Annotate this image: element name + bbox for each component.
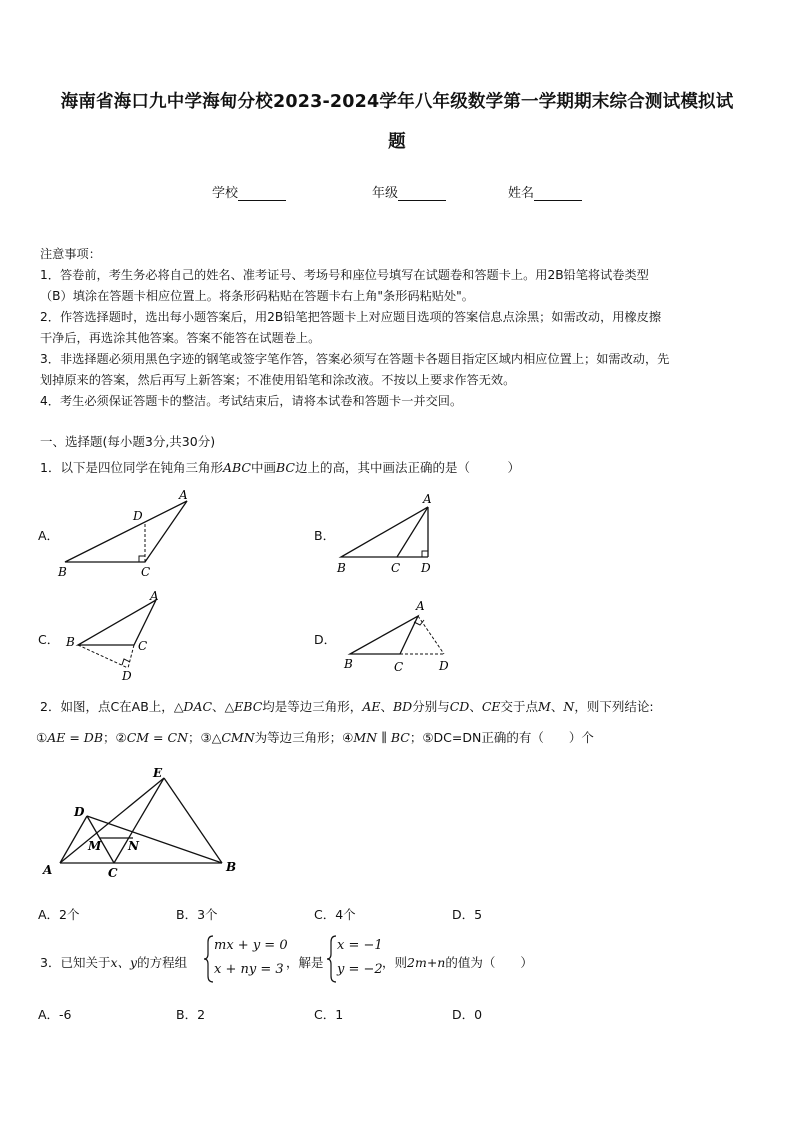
question-3-text-a [40,953,187,971]
q2-point-n: N [563,699,575,714]
q2-text: 均是等边三角形， [262,699,363,714]
q3-equation-1: mx + y = 0 [214,938,288,953]
q2-statement-num: ；③ [188,730,212,745]
q1-side: BC [276,460,295,475]
label-c: C [391,561,401,575]
segment-eb [164,778,222,863]
figure-triangle [65,501,187,562]
right-angle-mark [122,659,130,665]
page-title-line2: 题 [388,132,406,152]
question-3-text-b [382,953,533,971]
label-a: A [416,599,425,613]
grade-label: 年级 [372,186,399,201]
figure-height-line [128,645,134,668]
label-d: D [439,659,449,673]
label-a: A [179,488,188,502]
label-c: C [138,639,148,653]
q2-text: 、 [550,699,564,714]
notice-line: 1．答卷前，考生务必将自己的姓名、准考证号、考场号和座位号填写在试题卷和答题卡上。用2B铅笔将试卷类型 [40,268,649,282]
q3-expression: 2m+n [407,955,446,970]
q2-point-m: M [538,699,551,714]
q2-statement-3-text: 为等边三角形；④ [254,730,354,745]
right-angle-mark [139,556,145,562]
q2-triangle-dac: △DAC [173,699,213,714]
label-e: E [153,766,163,780]
school-field [212,182,286,201]
q3-text: 的值为（ ） [445,955,533,970]
q2-statement-5: ；⑤DC=DN正确的有（ ）个 [409,730,594,745]
q2-cd: CD [449,699,470,714]
q3-solution-2: y = −2 [337,962,383,977]
q2-option-d[interactable]: D．5 [452,907,483,922]
segment-ce [114,778,164,863]
name-field [508,182,582,201]
label-d: D [421,561,431,575]
grade-blank[interactable] [398,188,446,201]
q2-statement-1: AE = DB [47,730,103,745]
segment-db [87,816,222,863]
label-d: D [74,805,85,819]
label-n: N [128,839,139,853]
label-b: B [66,635,75,649]
school-label: 学校 [212,186,239,201]
figure-triangle [350,616,418,654]
q2-text: 、 [212,699,225,714]
q1-figure-b [333,490,443,580]
q2-text: 2．如图，点C在AB上， [40,699,174,714]
label-c: C [141,565,151,579]
grade-field [372,182,446,201]
q1-text-a: 1．以下是四位同学在钝角三角形 [40,460,223,475]
q1-option-a[interactable]: A． [38,528,60,543]
q3-text: 的方程组 [137,955,188,970]
q3-text: 3．已知关于 [40,955,111,970]
q1-figure-c [62,588,172,683]
label-c: C [394,660,404,674]
figure-height-line [418,616,444,654]
notice-line: 划掉原来的答案，然后再写上新答案；不准使用铅笔和涂改液。不按以上要求作答无效。 [40,373,516,387]
q2-text: 、 [469,699,482,714]
q3-equation-2: x + ny = 3 [214,962,284,977]
segment-ad [60,816,87,863]
label-d: D [133,509,143,523]
q2-ce: CE [481,699,501,714]
label-m: M [88,839,102,853]
q3-option-a[interactable]: A．-6 [38,1007,72,1022]
question-1-text [40,458,520,476]
label-a: A [423,492,432,506]
q2-statement-4: MN ∥ BC [353,730,410,745]
notice-line: 4．考生必须保证答题卡的整洁。考试结束后，请将本试卷和答题卡一并交回。 [40,394,463,408]
q1-text-c: 边上的高，其中画法正确的是（ ） [294,460,520,475]
q2-statement-num: ；② [103,730,127,745]
q3-option-b[interactable]: B．2 [176,1007,206,1022]
q2-option-b[interactable]: B．3个 [176,907,218,922]
q2-statement-3: △CMN [211,730,255,745]
right-angle-mark [422,551,428,557]
q1-option-b[interactable]: B． [314,528,336,543]
label-a: A [150,589,159,603]
q2-text: 交于点 [500,699,539,714]
q3-text-c: ，解是 [286,955,324,970]
notice-line: 3．非选择题必须用黑色字迹的钢笔或签字笔作答，答案必须写在答题卡各题目指定区域内相应位置上；如需改动，先 [40,352,670,366]
name-label: 姓名 [508,186,535,201]
q3-solution-1: x = −1 [337,938,383,953]
label-d: D [122,669,132,683]
q1-figure-d [340,596,460,676]
q2-triangle-ebc: △EBC [224,699,263,714]
section-heading: 一、选择题(每小题3分,共30分) [40,434,216,449]
notice-line: 2．作答选择题时，选出每小题答案后，用2B铅笔把答题卡上对应题目选项的答案信息点涂黑；如需改动，用橡皮擦 [40,310,662,324]
question-2-statements [36,728,594,746]
q3-option-d[interactable]: D．0 [452,1007,483,1022]
label-b: B [344,657,353,671]
q2-option-a[interactable]: A．2个 [38,907,80,922]
question-2-text [40,697,654,715]
figure-extension-line [78,645,128,668]
label-b: B [226,860,237,874]
label-b: B [58,565,67,579]
q3-text: ，则 [382,955,408,970]
label-b: B [337,561,346,575]
q3-option-c[interactable]: C．1 [314,1007,344,1022]
q1-figure-a [55,485,200,580]
q2-statement-2: CM = CN [126,730,189,745]
q2-figure [38,766,248,881]
q2-text: 分别与 [412,699,450,714]
q2-text: ，则下列结论: [574,699,654,714]
q1-text-b: 中画 [250,460,276,475]
figure-triangle [341,507,428,557]
segment-ae [60,778,164,863]
label-a: A [43,863,53,877]
notice-line: （B）填涂在答题卡相应位置上。将条形码粘贴在答题卡右上角"条形码粘贴处"。 [40,289,474,303]
q2-ae: AE [362,699,381,714]
q1-option-d[interactable]: D． [314,632,337,647]
notice-line: 干净后，再选涂其他答案。答案不能答在试题卷上。 [40,331,321,345]
school-blank[interactable] [238,188,286,201]
notice-block [40,244,760,412]
q2-text: 、 [380,699,393,714]
name-blank[interactable] [534,188,582,201]
notice-heading: 注意事项： [40,247,101,261]
q2-option-c[interactable]: C．4个 [314,907,356,922]
q2-statement-num: ① [36,730,48,745]
page-title-line1: 海南省海口九中学海甸分校2023-2024学年八年级数学第一学期期末综合测试模拟试 [60,92,734,112]
q1-triangle: ABC [222,460,251,475]
q3-vars: x、y [110,955,138,970]
q1-option-c[interactable]: C． [38,632,60,647]
q2-bd: BD [392,699,413,714]
label-c: C [108,866,118,880]
